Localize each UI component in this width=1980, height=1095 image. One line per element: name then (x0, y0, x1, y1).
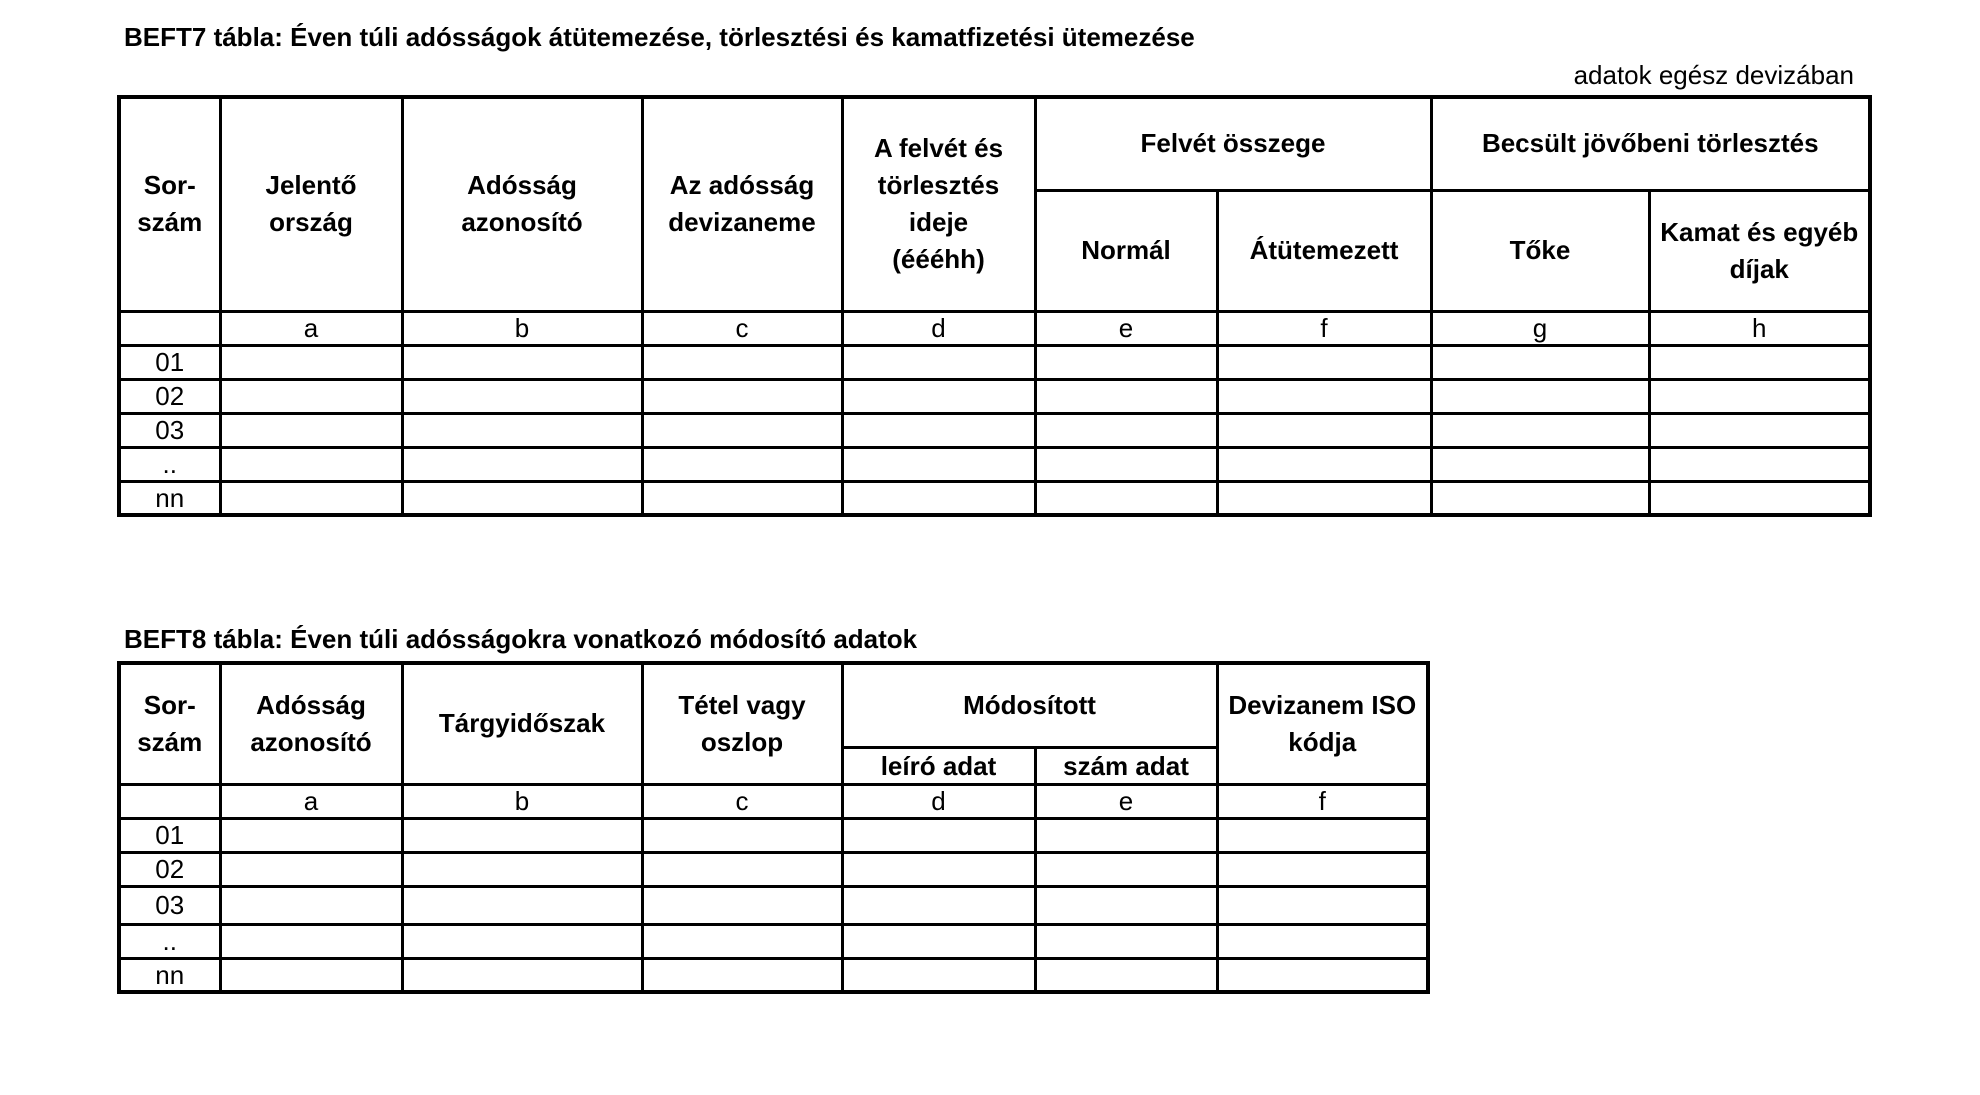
header-toke-text: Tőke (1509, 235, 1571, 265)
data-cell[interactable] (642, 958, 842, 992)
data-cell[interactable] (1035, 818, 1217, 852)
data-cell[interactable] (842, 886, 1035, 924)
data-cell[interactable] (1217, 818, 1428, 852)
header-normal-text: Normál (1081, 235, 1171, 265)
header-felvet-osszege-text: Felvét összege (1140, 128, 1326, 159)
row-label: nn (119, 481, 220, 515)
header-leiro-adat-text: leíró adat (880, 750, 997, 781)
row-label: .. (119, 447, 220, 481)
data-cell[interactable] (1217, 886, 1428, 924)
data-cell[interactable] (642, 924, 842, 958)
header-adossag-azonosito-text: Adósság azonosító (250, 689, 372, 757)
data-cell[interactable] (220, 852, 402, 886)
table-row (119, 379, 1870, 413)
data-cell[interactable] (642, 852, 842, 886)
header-adossag-azonosito-text: Adósság azonosító (461, 170, 583, 238)
header-tetel (642, 663, 842, 784)
header-kamat-text: Kamat és egyéb díjak (1660, 216, 1859, 284)
data-cell[interactable] (1035, 481, 1217, 515)
data-cell[interactable] (402, 447, 642, 481)
column-letter: f (1217, 784, 1428, 818)
header-targyidoszak (402, 663, 642, 784)
header-adossag-azonosito (220, 663, 402, 784)
row-label: nn (119, 958, 220, 992)
data-cell[interactable] (1035, 924, 1217, 958)
column-letter: f (1217, 311, 1431, 345)
table-row (119, 447, 1870, 481)
header-modositott-text: Módosított (963, 689, 1096, 720)
header-jelento-orszag (220, 97, 402, 311)
data-cell[interactable] (1649, 379, 1870, 413)
data-cell[interactable] (402, 345, 642, 379)
data-cell[interactable] (1035, 379, 1217, 413)
column-letter: a (220, 311, 402, 345)
header-devizanem-iso-text: Devizanem ISO kódja (1228, 689, 1417, 757)
column-letter: e (1035, 784, 1217, 818)
row-label: 02 (119, 852, 220, 886)
header-ido-text: A felvét és törlesztés ideje (éééhh) (873, 133, 1004, 275)
data-cell[interactable] (842, 379, 1035, 413)
header-targyidoszak-text: Tárgyidőszak (438, 708, 606, 739)
header-leiro-adat (842, 747, 1035, 784)
data-cell[interactable] (842, 413, 1035, 447)
header-devizanem-iso (1217, 663, 1428, 784)
data-cell[interactable] (1649, 481, 1870, 515)
data-cell[interactable] (642, 886, 842, 924)
data-cell[interactable] (402, 818, 642, 852)
data-cell[interactable] (642, 379, 842, 413)
table-row (119, 413, 1870, 447)
data-cell[interactable] (1217, 852, 1428, 886)
row-label: 02 (119, 379, 220, 413)
beft7-title: BEFT7 tábla: Éven túli adósságok átütemezése, törlesztési és kamatfizetési ütemezése (124, 22, 1195, 52)
data-cell[interactable] (402, 481, 642, 515)
data-cell[interactable] (220, 924, 402, 958)
data-cell[interactable] (1035, 345, 1217, 379)
data-cell[interactable] (842, 818, 1035, 852)
data-cell[interactable] (1649, 413, 1870, 447)
data-cell[interactable] (842, 447, 1035, 481)
data-cell[interactable] (1217, 413, 1431, 447)
data-cell[interactable] (1035, 958, 1217, 992)
table-row (119, 958, 1428, 992)
column-letter: d (842, 784, 1035, 818)
row-label: .. (119, 924, 220, 958)
column-letter: c (642, 784, 842, 818)
data-cell[interactable] (1035, 852, 1217, 886)
data-cell[interactable] (402, 413, 642, 447)
header-devizanem (642, 97, 842, 311)
data-cell[interactable] (1217, 379, 1431, 413)
column-letter: h (1649, 311, 1870, 345)
row-label: 01 (119, 818, 220, 852)
header-atutemezett-text: Átütemezett (1249, 235, 1399, 265)
header-szam-adat-text: szám adat (1063, 750, 1189, 781)
data-cell[interactable] (842, 852, 1035, 886)
header-adossag-azonosito (402, 97, 642, 311)
header-atutemezett (1217, 190, 1431, 311)
data-cell[interactable] (1217, 345, 1431, 379)
data-cell[interactable] (1431, 413, 1649, 447)
table-row (119, 345, 1870, 379)
row-label: 01 (119, 345, 220, 379)
data-cell[interactable] (220, 447, 402, 481)
column-letter: e (1035, 311, 1217, 345)
header-becsult-torlesztes-text: Becsült jövőbeni törlesztés (1481, 128, 1819, 159)
data-cell[interactable] (1217, 447, 1431, 481)
column-letter: b (402, 784, 642, 818)
data-cell[interactable] (220, 413, 402, 447)
data-cell[interactable] (402, 924, 642, 958)
data-cell[interactable] (1649, 345, 1870, 379)
data-cell[interactable] (402, 958, 642, 992)
header-ido (842, 97, 1035, 311)
row-label: 03 (119, 413, 220, 447)
header-modositott (842, 663, 1217, 747)
header-sorszam (119, 97, 220, 311)
data-cell[interactable] (642, 447, 842, 481)
beft8-title: BEFT8 tábla: Éven túli adósságokra vonatkozó módosító adatok (124, 624, 918, 654)
data-cell[interactable] (1431, 345, 1649, 379)
table-row (119, 818, 1428, 852)
data-cell[interactable] (1431, 447, 1649, 481)
data-cell[interactable] (1217, 958, 1428, 992)
beft8-table (117, 661, 1430, 994)
data-cell[interactable] (1035, 447, 1217, 481)
row-label: 03 (119, 886, 220, 924)
data-cell[interactable] (1649, 447, 1870, 481)
data-cell[interactable] (642, 345, 842, 379)
column-letter: c (642, 311, 842, 345)
header-tetel-text: Tétel vagy oszlop (678, 689, 806, 757)
data-cell[interactable] (842, 924, 1035, 958)
data-cell[interactable] (220, 379, 402, 413)
data-cell[interactable] (842, 481, 1035, 515)
table-row (119, 852, 1428, 886)
table-row (119, 924, 1428, 958)
data-cell[interactable] (1431, 379, 1649, 413)
letter-cell-empty (119, 311, 220, 345)
header-toke (1431, 190, 1649, 311)
data-cell[interactable] (402, 886, 642, 924)
header-felvet-osszege (1035, 97, 1431, 190)
header-sorszam-text: Sor- szám (137, 689, 203, 757)
data-cell[interactable] (220, 958, 402, 992)
column-letter: b (402, 311, 642, 345)
data-cell[interactable] (642, 818, 842, 852)
data-cell[interactable] (1217, 481, 1431, 515)
data-cell[interactable] (220, 481, 402, 515)
data-cell[interactable] (402, 379, 642, 413)
column-letter: a (220, 784, 402, 818)
header-jelento-orszag-text: Jelentő ország (265, 170, 357, 238)
header-normal (1035, 190, 1217, 311)
data-cell[interactable] (220, 886, 402, 924)
beft7-unit-note: adatok egész devizában (1573, 60, 1854, 90)
table-row (119, 886, 1428, 924)
data-cell[interactable] (642, 481, 842, 515)
data-cell[interactable] (1035, 886, 1217, 924)
header-sorszam-text: Sor- szám (137, 170, 203, 238)
column-letter: g (1431, 311, 1649, 345)
column-letter: d (842, 311, 1035, 345)
table-row (119, 481, 1870, 515)
data-cell[interactable] (1217, 924, 1428, 958)
header-devizanem-text: Az adósság devizaneme (668, 170, 816, 238)
data-cell[interactable] (220, 345, 402, 379)
beft7-table (117, 95, 1872, 517)
data-cell[interactable] (220, 818, 402, 852)
data-cell[interactable] (842, 345, 1035, 379)
header-kamat (1649, 190, 1870, 311)
data-cell[interactable] (1035, 413, 1217, 447)
data-cell[interactable] (842, 958, 1035, 992)
letter-cell-empty (119, 784, 220, 818)
header-sorszam (119, 663, 220, 784)
data-cell[interactable] (642, 413, 842, 447)
data-cell[interactable] (402, 852, 642, 886)
header-szam-adat (1035, 747, 1217, 784)
header-becsult-torlesztes (1431, 97, 1870, 190)
data-cell[interactable] (1431, 481, 1649, 515)
